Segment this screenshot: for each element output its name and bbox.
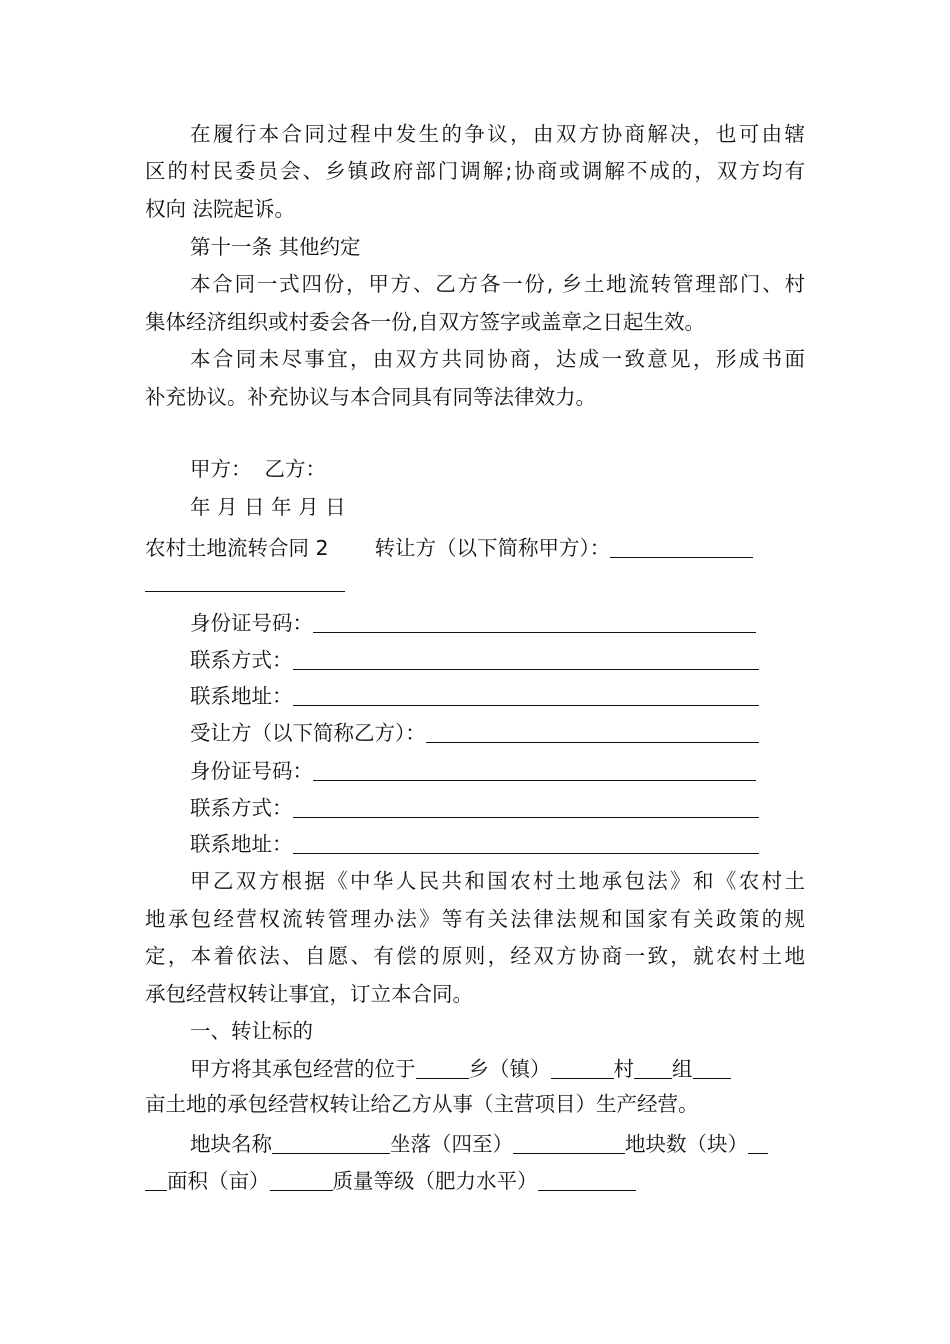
paragraph-line: 承包经营权转让事宜，订立本合同。 [145,982,473,1006]
transferor-address-blank[interactable] [293,679,759,706]
transferee-contact-blank[interactable] [293,791,759,818]
transferor-name-blank[interactable] [610,531,753,558]
transferee-name-blank[interactable] [426,716,759,743]
plot-line-cont [145,1161,636,1195]
text-segment: 村 [613,1057,634,1081]
group-blank[interactable] [634,1052,672,1079]
paragraph-line: 本合同未尽事宜，由双方共同协商，达成一致意见，形成书面 [190,347,805,371]
transferee-address-line [190,824,759,858]
paragraph-line: 权向 法院起诉。 [145,197,296,221]
location-blank[interactable] [513,1127,625,1154]
paragraph-line: 本合同一式四份，甲方、乙方各一份, 乡土地流转管理部门、村 [190,272,805,296]
contract-title: 农村土地流转合同 2 [145,536,329,560]
transferee-line [190,713,759,747]
paragraph-line: 亩土地的承包经营权转让给乙方从事（主营项目）生产经营。 [145,1092,699,1116]
paragraph-line: 区的村民委员会、乡镇政府部门调解;协商或调解不成的，双方均有 [145,159,805,183]
village-blank[interactable] [551,1052,614,1079]
area-mu-blank[interactable] [270,1164,333,1191]
text-segment: 地块数（块） [625,1132,748,1156]
transferor-name-blank-cont[interactable] [145,562,345,596]
paragraph-line: 地承包经营权流转管理办法》等有关法律法规和国家有关政策的规 [145,907,805,931]
article-heading: 第十一条 其他约定 [190,235,361,259]
text-segment: 甲方将其承包经营的位于 [190,1057,416,1081]
text-segment: 面积（亩） [167,1169,270,1193]
plot-count-blank-cont[interactable] [145,1164,167,1191]
transferor-contact-line [190,640,759,674]
text-segment: 组 [672,1057,693,1081]
text-segment: 乡（镇） [468,1057,551,1081]
contact-label: 联系方式： [190,648,293,672]
section-heading: 一、转让标的 [190,1019,313,1043]
paragraph-line: 定，本着依法、自愿、有偿的原则，经双方协商一致，就农村土地 [145,944,805,968]
date-line: 年 月 日 年 月 日 [190,495,346,519]
paragraph-line: 集体经济组织或村委会各一份,自双方签字或盖章之日起生效。 [145,310,706,334]
paragraph-line: 补充协议。补充协议与本合同具有同等法律效力。 [145,385,596,409]
transferee-address-blank[interactable] [293,827,759,854]
paragraph-line: 在履行本合同过程中发生的争议，由双方协商解决，也可由辖 [190,122,805,146]
transferee-id-blank[interactable] [313,754,756,781]
area-blank[interactable] [693,1052,731,1079]
transferor-contact-blank[interactable] [293,643,759,670]
transferee-contact-line [190,788,759,822]
address-label: 联系地址： [190,832,293,856]
plot-name-blank[interactable] [272,1127,390,1154]
township-blank[interactable] [416,1052,469,1079]
transferor-id-blank[interactable] [313,606,756,633]
address-label: 联系地址： [190,684,293,708]
contract-title-line [145,528,753,562]
transferee-label: 受让方（以下简称乙方）： [190,721,426,745]
transferor-id-line [190,603,756,637]
signature-line: 甲方： 乙方： [190,457,327,481]
paragraph-line: 甲乙双方根据《中华人民共和国农村土地承包法》和《农村土 [190,869,805,893]
id-label: 身份证号码： [190,611,313,635]
quality-grade-blank[interactable] [538,1164,636,1191]
subject-line [190,1049,731,1083]
transferee-id-line [190,751,756,785]
blank-line[interactable] [145,565,345,592]
id-label: 身份证号码： [190,759,313,783]
contact-label: 联系方式： [190,796,293,820]
plot-count-blank[interactable] [748,1127,768,1154]
plot-line [190,1124,768,1158]
text-segment: 地块名称 [190,1132,272,1156]
text-segment: 质量等级（肥力水平） [332,1169,538,1193]
text-segment: 坐落（四至） [390,1132,513,1156]
transferor-label: 转让方（以下简称甲方）： [374,536,611,560]
transferor-address-line [190,676,759,710]
